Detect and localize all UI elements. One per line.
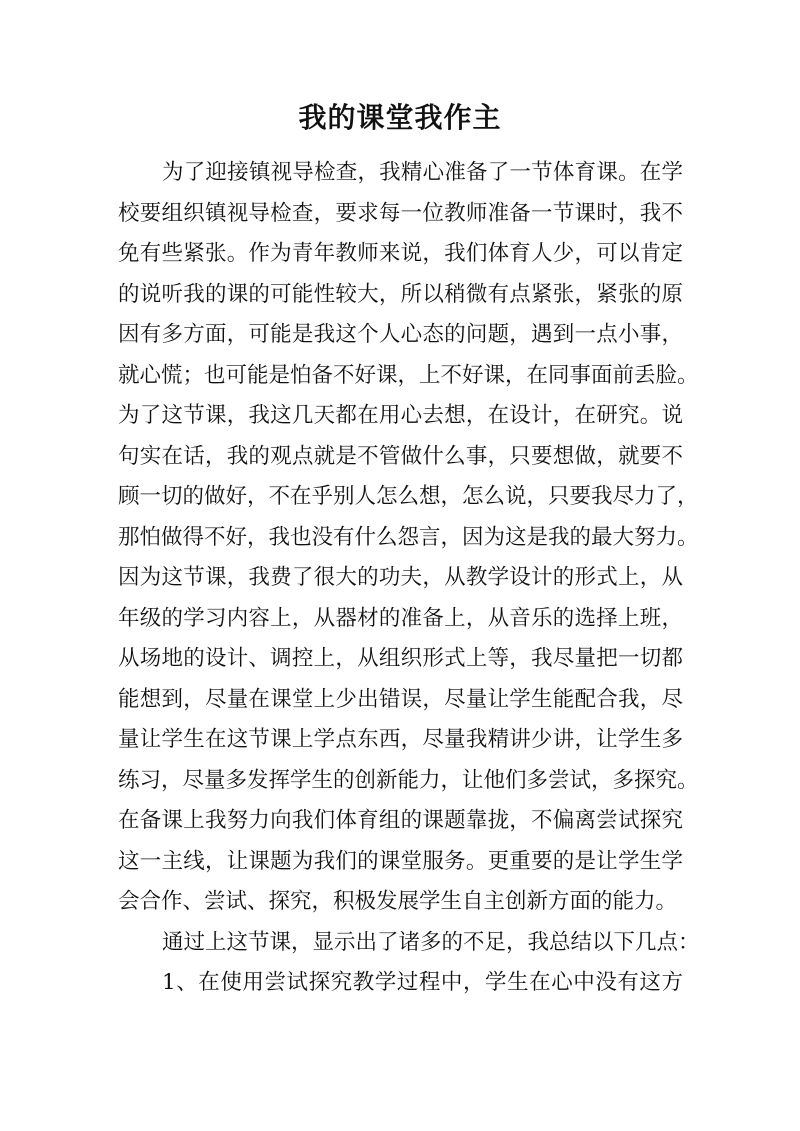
paragraph-line: 在备课上我努力向我们体育组的课题靠拢，不偏离尝试探究 [118,808,683,833]
document-body [118,153,700,1004]
paragraph-line: 的说听我的课的可能性较大，所以稍微有点紧张，紧张的原 [118,281,683,307]
paragraph-line: 练习，尽量多发挥学生的创新能力，让他们多尝试，多探究。 [118,767,699,793]
paragraph-line: 量让学生在这节课上学点东西，尽量我精讲少讲，让学生多 [118,727,683,752]
paragraph-line: 这一主线，让课题为我们的课堂服务。更重要的是让学生学 [118,848,683,874]
document-title: 我的课堂我作主 [298,101,502,134]
paragraph-line: 年级的学习内容上，从器材的准备上，从音乐的选择上班， [118,605,683,631]
paragraph-line: 从场地的设计、调控上，从组织形式上等，我尽量把一切都 [118,646,683,671]
paragraph-line: 顾一切的做好，不在乎别人怎么想，怎么说，只要我尽力了， [118,484,699,509]
paragraph-line: 那怕做得不好，我也没有什么怨言，因为这是我的最大努力。 [118,524,699,550]
list-item-line: 1、在使用尝试探究教学过程中，学生在心中没有这方 [162,970,683,995]
paragraph-line: 通过上这节课，显示出了诸多的不足，我总结以下几点： [162,929,700,955]
paragraph-line: 会合作、尝试、探究，积极发展学生自主创新方面的能力。 [118,889,678,914]
paragraph-line: 为了迎接镇视导检查，我精心准备了一节体育课。在学 [162,160,683,185]
paragraph-line: 句实在话，我的观点就是不管做什么事，只要想做，就要不 [118,443,683,469]
paragraph-line: 校要组织镇视导检查，要求每一位教师准备一节课时，我不 [118,200,683,226]
paragraph-line: 因为这节课，我费了很大的功夫，从教学设计的形式上，从 [118,565,683,590]
paragraph-line: 免有些紧张。作为青年教师来说，我们体育人少，可以肯定 [118,241,683,266]
paragraph-line: 为了这节课，我这几天都在用心去想，在设计，在研究。说 [118,403,683,428]
paragraph-line: 能想到，尽量在课堂上少出错误，尽量让学生能配合我，尽 [118,686,683,712]
paragraph-line: 就心慌；也可能是怕备不好课，上不好课，在同事面前丢脸。 [118,362,699,388]
paragraph-line: 因有多方面，可能是我这个人心态的问题，遇到一点小事， [118,322,683,347]
